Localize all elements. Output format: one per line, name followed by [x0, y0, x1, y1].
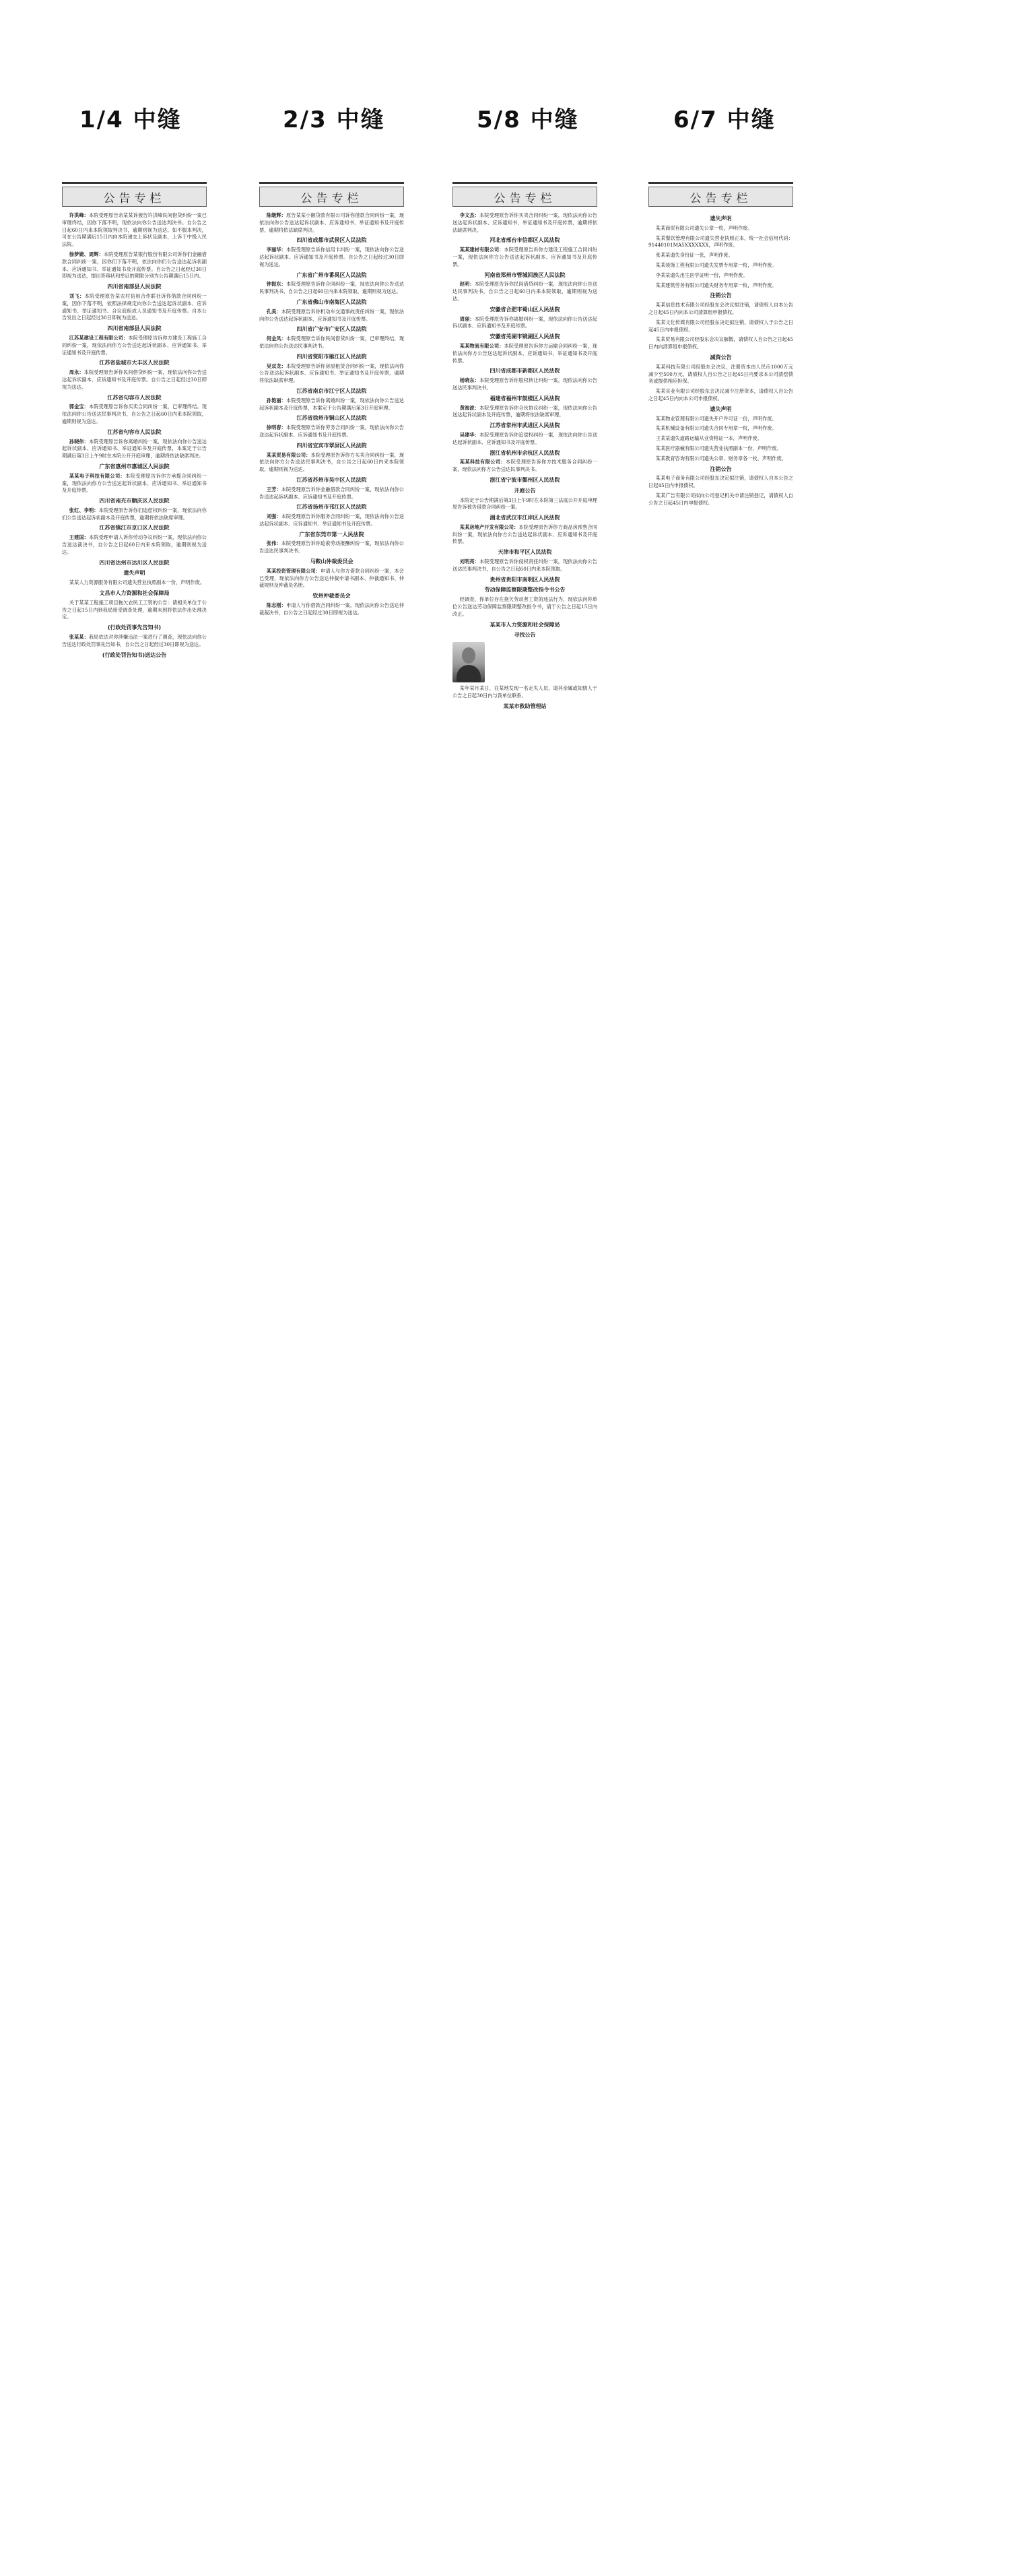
notice-paragraph: [452, 316, 597, 331]
notice-text: 本院受理原告诉你房屋租赁合同纠纷一案，现依法向你公告送达起诉状副本、应诉通知书、举证通知书及开庭传票，逾期将依法缺席审理。: [259, 362, 404, 384]
notice-paragraph: [259, 335, 404, 350]
notice-addressee: 黄海波：: [459, 404, 479, 411]
notice-heading: 某某市救助管理站: [503, 703, 547, 709]
notice-text: 本院受理原告诉你劳务合同纠纷一案，现依法向你公告送达起诉状副本、应诉通知书及开庭传票。: [259, 424, 404, 438]
notice-addressee: 徐梦婕、周辉：: [69, 251, 104, 257]
notice-heading: 文昌市人力资源和社会保障局: [99, 590, 170, 597]
notice-addressee: 陈继辉：: [266, 212, 286, 218]
notice-addressee: 徐明春：: [266, 424, 286, 431]
notice-text: 本院受理原告某农村信用合作联社诉你借款合同纠纷一案，因你下落不明，依照法律规定向你公告送达起诉状副本、应诉通知书、举证通知书、合议庭组成人员通知书及开庭传票。自本公告发出之日起经过30日即视为送达。: [62, 292, 207, 321]
notice-heading: 开庭公告: [514, 487, 536, 494]
notice-text: 某年某月某日，在某地发现一名走失人员，请其亲属或知情人于公告之日起30日内与我单位联系。: [452, 685, 597, 699]
notice-text: 本院受理原告诉你合伙协议纠纷一案，现依法向你公告送达起诉状副本及开庭传票，逾期将依法缺席审理。: [452, 404, 597, 418]
notice-text: 申请人与你借款合同纠纷一案，现依法向你公告送达仲裁裁决书，自公告之日起经过30日即视为送达。: [259, 602, 404, 616]
notice-paragraph: [62, 404, 207, 425]
notice-heading: 广东省广州市番禺区人民法院: [296, 271, 367, 278]
notice-heading: 广东省东莞市第一人民法院: [299, 531, 364, 538]
notice-text: 本院受理原告诉你方技术服务合同纠纷一案，现依法向你方公告送达民事判决书。: [452, 459, 597, 473]
notice-heading: 钦州仲裁委员会: [312, 593, 351, 600]
notice-text: 我局依法对你涉嫌违法一案进行了调查，现依法向你公告送达行政处罚事先告知书，自公告之日起经过30日即视为送达。: [62, 634, 207, 647]
notice-paragraph: [259, 424, 404, 439]
notice-heading: 遗失声明: [123, 570, 145, 577]
notice-text: 本院受理原告诉你买卖合同纠纷一案，已审理终结。现依法向你公告送达民事判决书，自公告之日起60日内来本院领取，逾期则视为送达。: [62, 404, 207, 424]
notice-addressee: 李丽华：: [266, 247, 286, 253]
notice-heading: 注销公告: [710, 465, 732, 472]
notice-addressee: 某某投资管理有限公司：: [266, 567, 321, 574]
notice-paragraph: [648, 435, 793, 443]
notice-heading: 江苏省南京市江宁区人民法院: [296, 387, 367, 394]
notice-paragraph: [259, 363, 404, 385]
notice-addressee: 吴建华：: [459, 431, 479, 438]
notice-heading: 天津市和平区人民法院: [498, 549, 552, 556]
notice-heading: 四川省宜宾市翠屏区人民法院: [296, 442, 367, 449]
notice-paragraph: [452, 343, 597, 364]
notice-paragraph: [648, 425, 793, 432]
notice-text: 某某装饰工程有限公司遗失发票专用章一枚，声明作废。: [655, 261, 777, 268]
notice-paragraph: [648, 262, 793, 269]
notice-paragraph: [452, 281, 597, 302]
column-body: [648, 212, 793, 2530]
notice-heading: 遗失声明: [710, 406, 732, 412]
notice-text: 张某某遗失身份证一张，声明作废。: [655, 252, 733, 259]
notice-addressee: 王建国：: [69, 534, 89, 541]
notice-heading: 马鞍山仲裁委员会: [310, 558, 354, 565]
notice-text: 某某电子商务有限公司经股东决定拟注销，请债权人自本公告之日起45日内申报债权。: [648, 475, 793, 489]
notice-text: 某某信息技术有限公司经股东会决议拟注销，请债权人自本公告之日起45日内向本公司清算组申报债权。: [648, 302, 793, 315]
notice-paragraph: [648, 388, 793, 403]
column-body: [259, 212, 404, 2193]
notice-addressee: 刘飞：: [69, 292, 85, 299]
notice-paragraph: [62, 439, 207, 460]
notice-text: 本院受理原告诉你机动车交通事故责任纠纷一案，现依法向你公告送达起诉状副本、应诉通知书及开庭传票。: [259, 308, 404, 322]
notice-addressee: 张某某：: [69, 634, 89, 641]
notice-text: 本院受理原告诉你追索劳动报酬纠纷一案，现依法向你公告送达民事判决书。: [259, 540, 404, 554]
notice-text: 原告某某小额贷款有限公司诉你借款合同纠纷一案，现依法向你公告送达起诉状副本、应诉通知书、举证通知书及开庭传票，逾期将依法缺席判决。: [259, 212, 404, 233]
notice-text: 本院定于公告期满后第3日上午9时在本院第三法庭公开开庭审理原告诉被告借款合同纠纷一案。: [452, 496, 597, 511]
notice-paragraph: [62, 579, 207, 587]
notice-paragraph: [452, 685, 597, 700]
notice-text: 本院受理原告诉你信用卡纠纷一案，现依法向你公告送达起诉状副本、应诉通知书及开庭传票。自公告之日起经过30日即视为送达。: [259, 247, 404, 267]
notice-heading: 江苏省盐城市大丰区人民法院: [99, 360, 170, 366]
notice-paragraph: [648, 445, 793, 453]
notice-heading: 四川省南充市顺庆区人民法院: [99, 498, 170, 505]
column-header: 公告专栏: [259, 187, 404, 207]
notice-text: 本院受理原告诉你方建设工程施工合同纠纷一案，现依法向你方公告送达起诉状副本、应诉通知书及开庭传票。: [452, 247, 597, 267]
notice-heading: 减资公告: [710, 354, 732, 360]
notice-heading: 浙江省宁波市鄞州区人民法院: [490, 476, 560, 483]
notice-paragraph: [648, 272, 793, 280]
notice-addressee: 钟振东：: [266, 281, 286, 288]
notice-addressee: 周丽：: [459, 315, 475, 322]
notice-paragraph: [648, 302, 793, 317]
notice-text: 某某餐饮管理有限公司遗失营业执照正本，统一社会信用代码：91440101MA5XXXXXXX，声明作废。: [648, 234, 793, 249]
notice-text: 某某物业管理有限公司遗失开户许可证一份，声明作废。: [655, 415, 777, 422]
notice-text: 某某广告有限公司拟向公司登记机关申请注销登记，请债权人自公告之日起45日内申报债权。: [648, 492, 793, 506]
notice-addressee: 许洪峰：: [69, 212, 89, 218]
notice-paragraph: [452, 497, 597, 512]
notice-paragraph: [62, 473, 207, 494]
column-title-3: 5/8 中缝: [477, 106, 579, 133]
notice-addressee: 李文杰：: [459, 212, 479, 218]
column-header: 公告专栏: [648, 187, 793, 207]
notice-paragraph: [452, 432, 597, 447]
notice-text: 某某科技有限公司经股东会决议，注册资本由人民币1000万元减少至500万元，请债权人自公告之日起45日内要求本公司清偿债务或提供相应担保。: [648, 363, 793, 385]
notice-addressee: 某某物流有限公司：: [459, 342, 504, 349]
notice-addressee: 张红、李明：: [69, 507, 99, 513]
notice-paragraph: [452, 524, 597, 546]
notice-heading: 贵州省贵阳市南明区人民法院: [490, 576, 560, 583]
notice-heading: 广东省惠州市惠城区人民法院: [99, 463, 170, 470]
notice-text: 关于某某工程施工项目拖欠农民工工资的公告：请相关单位于公告之日起15日内到我局接受调查处理，逾期未到将依法作出处理决定。: [62, 599, 207, 620]
notice-text: 经调查，你单位存在拖欠劳动者工资的违法行为，现依法向你单位公告送达劳动保障监察限期整改指令书，请于公告之日起15日内改正。: [452, 596, 597, 617]
notice-paragraph: [452, 247, 597, 268]
column-title-4: 6/7 中缝: [673, 106, 776, 133]
notice-heading: 江苏省句容市人民法院: [107, 428, 162, 435]
notice-addressee: 江苏某建设工程有限公司：: [69, 334, 129, 341]
notice-heading: 浙江省杭州市余杭区人民法院: [490, 449, 560, 456]
notice-text: 某某教育咨询有限公司遗失公章、财务章各一枚，声明作废。: [655, 455, 786, 461]
notice-addressee: 孔美：: [266, 308, 281, 315]
notice-heading: 江苏省常州市武进区人民法院: [490, 422, 560, 429]
notice-text: 本院受理原告诉你方商品房预售合同纠纷一案，现依法向你方公告送达起诉状副本、应诉通知书及开庭传票。: [452, 523, 597, 545]
notice-addressee: 张伟：: [266, 540, 281, 547]
notice-text: 本院受理原告诉你们追偿权纠纷一案，现依法向你们公告送达起诉状副本及开庭传票，逾期将依法缺席审理。: [62, 507, 207, 521]
notice-text: 本院受理原告诉你离婚纠纷一案，现依法向你公告送达起诉状副本、应诉通知书及开庭传票。: [452, 315, 597, 329]
notice-text: 某某医疗器械有限公司遗失营业执照副本一份，声明作废。: [655, 445, 782, 451]
notice-text: 某某商贸有限公司遗失公章一枚，声明作废。: [655, 224, 753, 231]
notice-text: 本院受理原告诉你民间借贷纠纷一案，现依法向你公告送达起诉状副本、应诉通知书及开庭传票。自公告之日起经过30日即视为送达。: [62, 369, 207, 390]
notice-heading: 四川省资阳市雁江区人民法院: [296, 353, 367, 360]
notice-addressee: 赵明：: [459, 281, 475, 288]
notice-text: 本院受理原告诉你服务合同纠纷一案，现依法向你公告送达起诉状副本、应诉通知书、举证通知书及开庭传票。: [259, 513, 404, 527]
notice-paragraph: [648, 282, 793, 290]
notice-text: 某某机械设备有限公司遗失合同专用章一枚，声明作废。: [655, 425, 777, 432]
notice-paragraph: [648, 319, 793, 334]
notice-paragraph: [648, 225, 793, 232]
notice-column-2: [259, 182, 404, 2193]
notice-heading: 福建省福州市鼓楼区人民法院: [490, 395, 560, 401]
notice-paragraph: [259, 309, 404, 323]
notice-addressee: 郭金宝：: [69, 404, 89, 410]
notice-paragraph: [259, 212, 404, 234]
notice-text: 本院受理原告诉你合同纠纷一案，现依法向你公告送达民事判决书，自公告之日起60日内来本院领取，逾期则视为送达。: [259, 281, 404, 295]
portrait-block: [452, 642, 597, 682]
notice-paragraph: [62, 212, 207, 249]
notice-heading: 河南省郑州市管城回族区人民法院: [484, 271, 566, 278]
notice-paragraph: [62, 293, 207, 322]
notice-heading: (行政处罚事先告知书): [107, 624, 162, 631]
notice-text: 本院受理原告诉你金融借款合同纠纷一案，现依法向你公告送达起诉状副本、应诉通知书及开庭传票。: [259, 486, 404, 500]
notice-text: 本院受理原告诉你买卖合同纠纷一案，现依法向你公告送达起诉状副本、应诉通知书、举证通知书及开庭传票，逾期将依法缺席判决。: [452, 212, 597, 233]
notice-column-4: [648, 182, 793, 2530]
notice-text: 本院受理原告诉你追偿权纠纷一案，现依法向你公告送达起诉状副本、应诉通知书及开庭传票。: [452, 431, 597, 445]
notice-paragraph: [62, 600, 207, 621]
notice-heading: 广东省佛山市南海区人民法院: [296, 298, 367, 305]
notice-heading: 安徽省合肥市蜀山区人民法院: [490, 306, 560, 313]
notice-heading: 四川省成都市武侯区人民法院: [296, 237, 367, 244]
notice-addressee: 某某电子科技有限公司：: [69, 472, 126, 479]
column-header: 公告专栏: [62, 187, 207, 207]
notice-text: 本院受理原告诉你方买卖合同纠纷一案，现依法向你方公告送达民事判决书，自公告之日起60日内来本院领取，逾期则视为送达。: [259, 451, 404, 473]
notice-paragraph: [259, 540, 404, 555]
notice-addressee: 刘明亮：: [459, 558, 479, 565]
notice-heading: 安徽省芜湖市镜湖区人民法院: [490, 333, 560, 340]
notice-paragraph: [452, 596, 597, 618]
notice-heading: 河北省邢台市信都区人民法院: [490, 237, 560, 244]
notice-addressee: 杨晓东：: [459, 377, 479, 384]
notice-addressee: 吴双龙：: [266, 362, 286, 369]
notice-paragraph: [452, 212, 597, 234]
notice-heading: 江苏省徐州市铜山区人民法院: [296, 415, 367, 422]
notice-paragraph: [259, 568, 404, 589]
notice-text: 某某贸易有限公司经股东会决议解散，请债权人自公告之日起45日内向清算组申报债权。: [648, 336, 793, 350]
notice-text: 本院受理原告某银行股份有限公司诉你们金融借款合同纠纷一案，因你们下落不明，依法向你们公告送达起诉状副本、应诉通知书、举证通知书及开庭传票。自公告之日起经过30日即视为送达，提出答辩状和举证的期限分别为公告期满后15日内。: [62, 251, 207, 280]
notice-heading: 遗失声明: [710, 216, 732, 222]
notice-heading: 江苏省镇江市京口区人民法院: [99, 525, 170, 532]
notice-paragraph: [259, 397, 404, 412]
notice-paragraph: [259, 281, 404, 296]
notice-heading: 注销公告: [710, 292, 732, 299]
notice-text: 本院受理申请人诉你劳动争议纠纷一案，现依法向你公告送达裁决书，自公告之日起60日内来本院领取，逾期则视为送达。: [62, 534, 207, 555]
notice-heading: (行政处罚告知书)送达公告: [102, 651, 167, 658]
notice-heading: 四川省成都市新都区人民法院: [490, 368, 560, 375]
notice-addressee: 陈志刚：: [266, 602, 286, 609]
notice-text: 本院受理原告诉你离婚纠纷一案，现依法向你公告送达起诉状副本及开庭传票，本案定于公告期满后第3日开庭审理。: [259, 397, 404, 411]
notice-text: 李某某遗失出生医学证明一份，声明作废。: [655, 271, 748, 278]
notice-addressee: 周永：: [69, 369, 84, 376]
notice-heading: 四川省南部县人民法院: [107, 325, 162, 332]
notice-text: 本院受理原告诉你民间借贷纠纷一案，已审理终结，现依法向你公告送达民事判决书。: [259, 335, 404, 349]
notice-text: 本院受理原告诉你方运输合同纠纷一案，现依法向你方公告送达起诉状副本、应诉通知书、举证通知书及开庭传票。: [452, 342, 597, 364]
notice-addressee: 某某建材有限公司：: [459, 247, 504, 253]
notice-paragraph: [648, 336, 793, 351]
notice-paragraph: [259, 452, 404, 474]
notice-text: 某某文化传媒有限公司经股东决定拟注销，请债权人于公告之日起45日内申报债权。: [648, 319, 793, 333]
notice-text: 本院受理原告诉你股权转让纠纷一案，现依法向你公告送达民事判决书。: [452, 377, 597, 391]
notice-heading: 劳动保障监察限期整改指令书公告: [484, 587, 566, 593]
notice-addressee: 何金凤：: [266, 335, 286, 342]
notice-heading: 江苏省扬州市邗江区人民法院: [296, 504, 367, 511]
notice-text: 某某建筑劳务有限公司遗失财务专用章一枚，声明作废。: [655, 282, 777, 288]
notice-addressee: 孙晓伟：: [69, 438, 89, 445]
column-body: [452, 212, 597, 2004]
notice-text: 某某人力资源服务有限公司遗失营业执照副本一份，声明作废。: [69, 579, 205, 586]
notice-addressee: 孙艳丽：: [266, 397, 286, 404]
notice-paragraph: [648, 475, 793, 490]
notice-addressee: 某某房地产开发有限公司：: [459, 523, 519, 530]
notice-paragraph: [62, 335, 207, 356]
notice-paragraph: [62, 534, 207, 556]
notice-paragraph: [259, 602, 404, 617]
column-header: 公告专栏: [452, 187, 597, 207]
notice-heading: 四川省达州市达川区人民法院: [99, 559, 170, 566]
column-body: [62, 212, 207, 2530]
notice-paragraph: [452, 558, 597, 573]
notice-heading: 寻找公告: [514, 632, 536, 639]
notice-text: 本院受理原告诉你方建设工程施工合同纠纷一案，现依法向你方公告送达起诉状副本、应诉通知书、举证通知书及开庭传票。: [62, 334, 207, 356]
notice-column-1: [62, 182, 207, 2530]
column-title-2: 2/3 中缝: [283, 106, 385, 133]
person-photo: [452, 642, 485, 682]
notice-text: 申请人与你方借款合同纠纷一案，本会已受理，现依法向你方公告送达仲裁申请书副本、仲裁通知书、仲裁规则及仲裁员名册。: [259, 567, 404, 589]
notice-text: 本院受理原告诉你方承揽合同纠纷一案，现依法向你方公告送达起诉状副本、应诉通知书、举证通知书及开庭传票。: [62, 472, 207, 494]
notice-addressee: 某某科技有限公司：: [459, 459, 506, 465]
notice-paragraph: [648, 235, 793, 250]
notice-heading: 某某市人力资源和社会保障局: [490, 621, 560, 628]
notice-paragraph: [648, 416, 793, 423]
notice-addressee: 王芳：: [266, 486, 281, 492]
notice-paragraph: [259, 486, 404, 501]
notice-text: 王某某遗失道路运输从业资格证一本，声明作废。: [655, 435, 762, 442]
notice-column-3: [452, 182, 597, 2004]
notice-paragraph: [452, 405, 597, 420]
notice-paragraph: [452, 459, 597, 474]
notice-paragraph: [259, 247, 404, 268]
notice-heading: 江苏省句容市人民法院: [107, 394, 162, 401]
notice-addressee: 某某贸易有限公司：: [266, 451, 311, 458]
column-title-1: 1/4 中缝: [79, 106, 182, 133]
notice-paragraph: [648, 364, 793, 385]
notice-text: 本院受理原告余某某诉被告许洪峰民间借贷纠纷一案已审理终结，因你下落不明，现依法向你公告送达判决书。自公告之日起60日内来本院领取判决书，逾期则视为送达。如不服本判决，可在公告期满后15日内向本院递交上诉状及副本，上诉于中级人民法院。: [62, 212, 207, 248]
notice-paragraph: [62, 507, 207, 522]
notice-heading: 四川省南部县人民法院: [107, 284, 162, 290]
notice-paragraph: [259, 513, 404, 528]
notice-paragraph: [62, 634, 207, 649]
notice-paragraph: [452, 377, 597, 392]
notice-paragraph: [62, 369, 207, 391]
notice-heading: 江苏省苏州市吴中区人民法院: [296, 476, 367, 483]
notice-text: 某某实业有限公司经股东会决议减少注册资本，请债权人自公告之日起45日内向本公司申报债权。: [648, 388, 793, 401]
notice-text: 本院受理原告诉你侵权责任纠纷一案，现依法向你公告送达民事判决书，自公告之日起60日内来本院领取。: [452, 558, 597, 572]
notice-paragraph: [648, 455, 793, 463]
notice-addressee: 刘强：: [266, 513, 281, 520]
notice-heading: 湖北省武汉市江岸区人民法院: [490, 515, 560, 521]
notice-paragraph: [648, 252, 793, 259]
notice-text: 本院受理原告诉你离婚纠纷一案，现依法向你公告送达起诉状副本、应诉通知书、举证通知书及开庭传票，本案定于公告期满后第3日上午9时在本院公开开庭审理，逾期将依法缺席判决。: [62, 438, 207, 459]
notice-heading: 四川省广安市广安区人民法院: [296, 326, 367, 333]
notice-paragraph: [62, 251, 207, 280]
notice-paragraph: [648, 492, 793, 507]
notice-text: 本院受理原告诉你民间借贷纠纷一案，现依法向你公告送达民事判决书，自公告之日起60日内来本院领取，逾期则视为送达。: [452, 281, 597, 302]
